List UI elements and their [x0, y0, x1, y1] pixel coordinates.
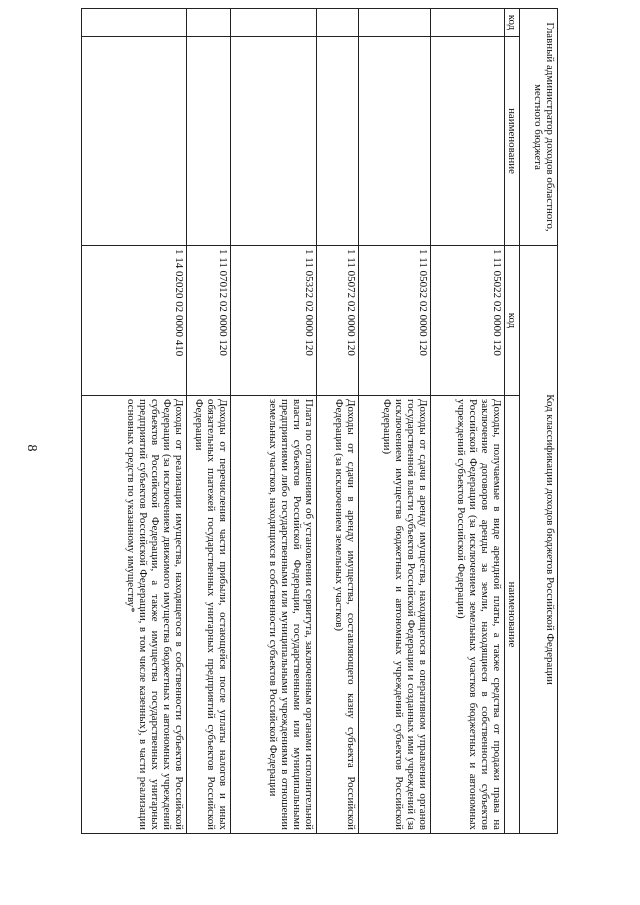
admin-code-cell [231, 9, 317, 37]
admin-name-cell [231, 37, 317, 246]
row-code: 1 14 02020 02 0000 410 [82, 246, 187, 396]
admin-group-header: Главный администратор доходов областного, местного бюджета [520, 9, 558, 246]
income-classification-table [81, 8, 558, 834]
row-name: Доходы от сдачи в аренду имущества, находящегося в оперативном управлении органов государственной власти субъектов Российской Федерации и созданных ими учреждений (за исключением имущества бюджетных и автономных учреждений субъектов Российской Федерации) [359, 396, 431, 834]
table-row [317, 9, 359, 834]
row-name: Доходы от перечисления части прибыли, остающейся после уплаты налогов и иных обязательных платежей государственных унитарных предприятий субъектов Российской Федерации [187, 396, 231, 834]
row-name: Доходы от сдачи в аренду имущества, составляющего казну субъекта Российской Федерации (за исключением земельных участков) [317, 396, 359, 834]
row-code: 1 11 05072 02 0000 120 [317, 246, 359, 396]
admin-name-header: наименование [505, 37, 520, 246]
row-code: 1 11 05032 02 0000 120 [359, 246, 431, 396]
row-name: Плата по соглашениям об установлении сервитута, заключенным органами исполнительной власти субъектов Российской Федерации, государственными или муниципальными предприятиями либо государственными или муниципальными учреждениями в отношении земельных участков, находящихся в собственности субъектов Российской Федерации [231, 396, 317, 834]
admin-name-cell [431, 37, 505, 246]
admin-name-cell [82, 37, 187, 246]
row-code: 1 11 05022 02 0000 120 [431, 246, 505, 396]
row-name: Доходы, получаемые в виде арендной платы, а также средства от продажи права на заключение договоров аренды за земли, находящиеся в собственности субъектов Российской Федерации (за исключением земельных участков бюджетных и автономных учреждений субъектов Российской Федерации) [431, 396, 505, 834]
admin-name-cell [187, 37, 231, 246]
admin-code-cell [317, 9, 359, 37]
admin-code-cell [359, 9, 431, 37]
table-row [231, 9, 317, 834]
row-code: 1 11 05322 02 0000 120 [231, 246, 317, 396]
admin-code-cell [82, 9, 187, 37]
admin-name-cell [359, 37, 431, 246]
row-name: Доходы от реализации имущества, находящегося в собственности субъектов Российской Федерации (за исключением движимого имущества бюджетных и автономных учреждений субъектов Российской Федерации, а также имущества государственных унитарных предприятий субъектов Российской Федерации, в том числе казенных), в части реализации основных средств по указанному имуществу* [82, 396, 187, 834]
rotated-page-content [82, 8, 558, 833]
admin-code-cell [187, 9, 231, 37]
classification-group-header: Код классификации доходов бюджетов Российской Федерации [520, 246, 558, 834]
table-row [431, 9, 505, 834]
class-name-header: наименование [505, 396, 520, 834]
admin-code-cell [431, 9, 505, 37]
row-code: 1 11 07012 02 0000 120 [187, 246, 231, 396]
table-row [82, 9, 187, 834]
table-row [359, 9, 431, 834]
admin-name-cell [317, 37, 359, 246]
page-number: 8 [24, 444, 39, 452]
class-code-header: код [505, 246, 520, 396]
admin-code-header: код [505, 9, 520, 37]
table-row [187, 9, 231, 834]
